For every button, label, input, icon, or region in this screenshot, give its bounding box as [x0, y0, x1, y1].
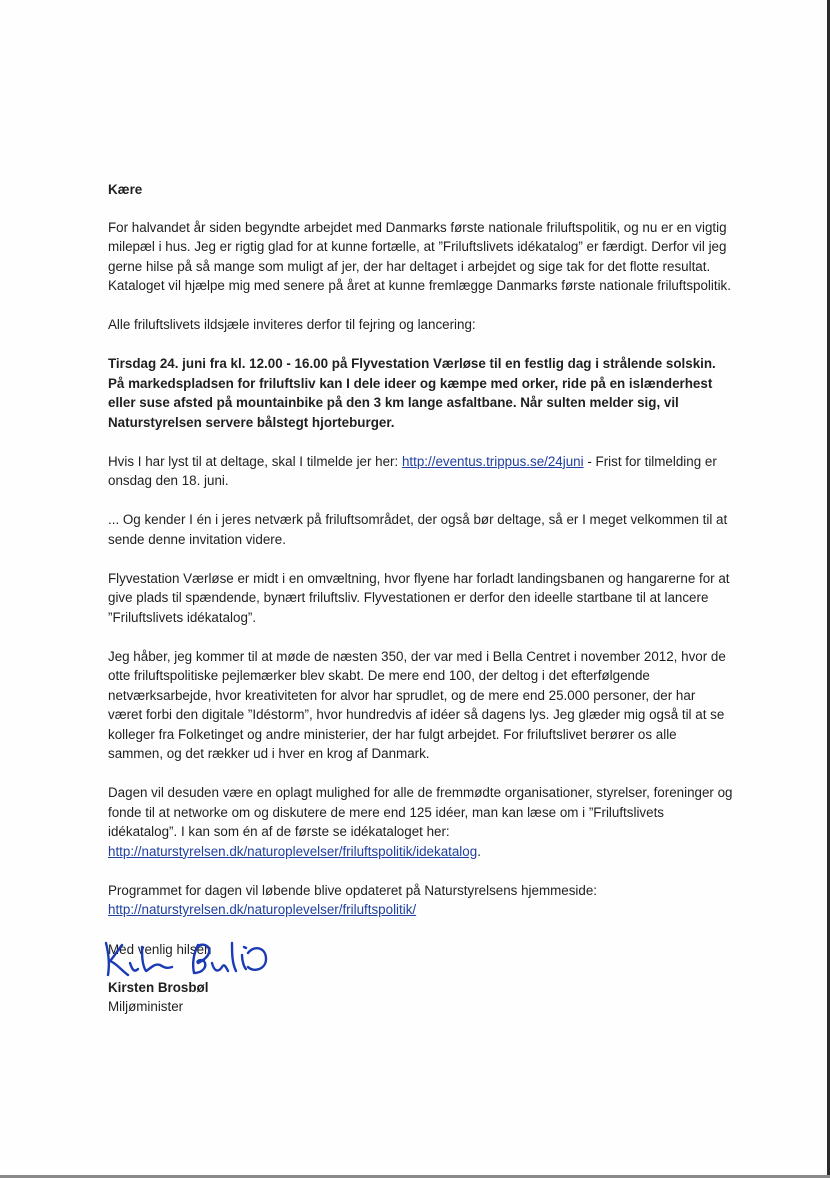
catalog-text: Dagen vil desuden være en oplagt mulighed for alle de fremmødte organisationer, styrelser, foreninger og fonde til at networke om og diskutere de mere end 125 idéer, man kan læse om i ”Friluftslivets idékatalog”. I kan som én af de første se idékataloget her:	[108, 785, 733, 839]
letter-body	[108, 180, 733, 1013]
paragraph-registration	[108, 452, 733, 491]
handwritten-signature	[98, 933, 278, 981]
registration-link[interactable]: http://eventus.trippus.se/24juni	[401, 453, 584, 469]
paragraph-invitation: Alle friluftslivets ildsjæle inviteres derfor til fejring og lancering:	[108, 317, 476, 332]
catalog-link[interactable]: http://naturstyrelsen.dk/naturoplevelser/friluftspolitik/idekatalog	[108, 843, 478, 859]
paragraph-event-details: Tirsdag 24. juni fra kl. 12.00 - 16.00 på Flyvestation Værløse til en festlig dag i strålende solskin. På markedspladsen for friluftsliv kan I dele ideer og kæmpe med orker, ride på en islænderhest eller suse afsted på mountainbike på den 3 km lange asfaltbane. Når sulten melder sig, vil Naturstyrelsen servere bålstegt hjorteburger.	[108, 356, 716, 430]
program-text: Programmet for dagen vil løbende blive opdateret på Naturstyrelsens hjemmeside:	[108, 882, 598, 898]
paragraph-participants: Jeg håber, jeg kommer til at møde de næsten 350, der var med i Bella Centret i november 2012, hvor de otte friluftspolitiske pejlemærker blev skabt. De mere end 100, der deltog i det efterfølgende netværksarbejde, hvor kreativiteten for alvor har sprudlet, og de mere end 25.000 personer, der har været forbi den digitale ”Idéstorm”, hvor hundredvis af idéer så dagens lys. Jeg glæder mig også til at se kolleger fra Folketinget og andre ministerier, der har fulgt arbejdet. For friluftslivet berører os alle sammen, og det rækker ud i hver en krog af Danmark.	[108, 648, 726, 761]
registration-text: Hvis I har lyst til at deltage, skal I tilmelde jer her:	[108, 453, 402, 469]
salutation: Kære	[108, 182, 143, 197]
paragraph-venue: Flyvestation Værløse er midt i en omvæltning, hvor flyene har forladt landingsbanen og hangarerne for at give plads til spændende, bynært friluftsliv. Flyvestationen er derfor den ideelle startbane til at lancere ”Friluftslivets idékatalog”.	[108, 570, 730, 625]
paragraph-program	[108, 881, 733, 920]
paragraph-intro: For halvandet år siden begyndte arbejdet med Danmarks første nationale friluftspolitik, og nu er en vigtig milepæl i hus. Jeg er rigtig glad for at kunne fortælle, at ”Friluftslivets idékatalog” er færdigt. Derfor vil jeg gerne hilse på så mange som muligt af jer, der har deltaget i arbejdet og sige tak for det flotte resultat. Kataloget vil hjælpe mig med senere på året at kunne fremlægge Danmarks første nationale friluftspolitik.	[108, 219, 731, 293]
catalog-period: .	[477, 843, 481, 859]
paragraph-share: ... Og kender I én i jeres netværk på friluftsområdet, der også bør deltage, så er I meget velkommen til at sende denne invitation videre.	[108, 512, 728, 547]
registration-deadline: - Frist for tilmelding er onsdag den 18. juni.	[108, 453, 717, 488]
program-link[interactable]: http://naturstyrelsen.dk/naturoplevelser/friluftspolitik/	[108, 902, 417, 917]
signer-name: Kirsten Brosbøl	[108, 980, 209, 995]
signature-block	[108, 933, 733, 1013]
signer-title: Miljøminister	[108, 999, 184, 1014]
closing-greeting: Med venlig hilsen	[108, 942, 212, 957]
paragraph-catalog	[108, 783, 733, 861]
